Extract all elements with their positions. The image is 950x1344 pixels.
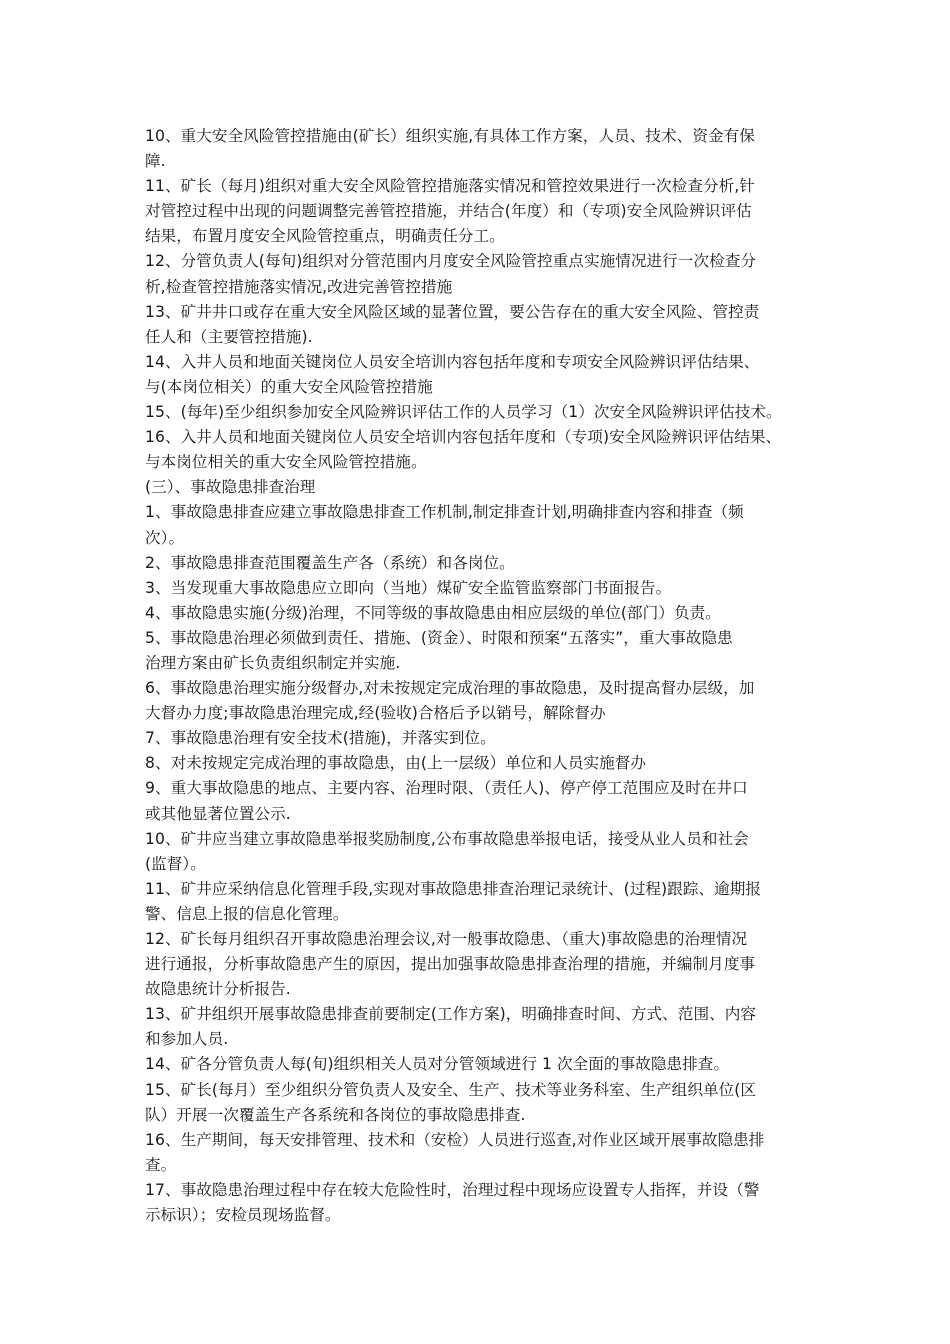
text-line: 和参加人员. bbox=[145, 1030, 229, 1049]
text-line: 2、事故隐患排查范围覆盖生产各（系统）和各岗位。 bbox=[145, 553, 515, 572]
text-line: 10、重大安全风险管控措施由(矿长）组织实施,有具体工作方案，人员、技术、资金有保 bbox=[145, 127, 755, 145]
text-line: 3、当发现重大事故隐患应立即向（当地）煤矿安全监管监察部门书面报告。 bbox=[145, 578, 672, 597]
text-line: 15、(每年)至少组织参加安全风险辨识评估工作的人员学习（1）次安全风险辨识评估技术。 bbox=[145, 403, 782, 422]
text-line: 大督办力度;事故隐患治理完成,经(验收)合格后予以销号，解除督办 bbox=[145, 704, 606, 723]
document-body bbox=[145, 124, 821, 1228]
text-line: 查。 bbox=[145, 1155, 177, 1174]
text-line: 队）开展一次覆盖生产各系统和各岗位的事故隐患排查. bbox=[145, 1105, 526, 1124]
text-line: 8、对未按规定完成治理的事故隐患，由(上一层级）单位和人员实施督办 bbox=[145, 754, 647, 773]
text-line: 次）。 bbox=[145, 528, 185, 547]
text-line: 16、生产期间，每天安排管理、技术和（安检）人员进行巡查,对作业区域开展事故隐患排 bbox=[145, 1130, 765, 1149]
text-line: 12、分管负责人(每旬)组织对分管范围内月度安全风险管控重点实施情况进行一次检查分 bbox=[145, 252, 757, 271]
text-line: 治理方案由矿长负责组织制定并实施. bbox=[145, 653, 401, 672]
text-line: 6、事故隐患治理实施分级督办,对未按规定完成治理的事故隐患，及时提高督办层级，加 bbox=[145, 679, 755, 698]
text-line: 11、矿井应采纳信息化管理手段,实现对事故隐患排查治理记录统计、(过程)跟踪、逾期报 bbox=[145, 879, 762, 898]
text-line: 5、事故隐患治理必须做到责任、措施、(资金）、时限和预案“五落实”，重大事故隐患 bbox=[145, 628, 733, 647]
text-line: 13、矿井组织开展事故隐患排查前要制定(工作方案)，明确排查时间、方式、范围、内容 bbox=[145, 1005, 757, 1024]
text-line: 任人和（主要管控措施). bbox=[145, 327, 313, 346]
text-line: 析,检查管控措施落实情况,改进完善管控措施 bbox=[145, 277, 453, 296]
text-line: 障. bbox=[145, 152, 166, 171]
text-line: 11、矿长（每月)组织对重大安全风险管控措施落实情况和管控效果进行一次检查分析,针 bbox=[145, 177, 755, 196]
text-line: 17、事故隐患治理过程中存在较大危险性时，治理过程中现场应设置专人指挥，并设（警 bbox=[145, 1180, 760, 1199]
text-line: 4、事故隐患实施(分级)治理，不同等级的事故隐患由相应层级的单位(部门）负责。 bbox=[145, 603, 721, 622]
text-line: 7、事故隐患治理有安全技术(措施)，并落实到位。 bbox=[145, 729, 496, 748]
text-line: 1、事故隐患排查应建立事故隐患排查工作机制,制定排查计划,明确排查内容和排查（频 bbox=[145, 503, 744, 522]
text-line: 示标识）；安检员现场监督。 bbox=[145, 1206, 341, 1225]
text-line: 进行通报，分析事故隐患产生的原因，提出加强事故隐患排查治理的措施，并编制月度事 bbox=[145, 955, 756, 974]
text-line: 与(本岗位相关）的重大安全风险管控措施 bbox=[145, 377, 433, 396]
text-line: 9、重大事故隐患的地点、主要内容、治理时限、（责任人)、停产停工范围应及时在井口 bbox=[145, 779, 748, 798]
text-line: 15、矿长(每月）至少组织分管负责人及安全、生产、技术等业务科室、生产组织单位(区 bbox=[145, 1080, 757, 1099]
text-line: 警、信息上报的信息化管理。 bbox=[145, 904, 349, 923]
text-line: (三）、事故隐患排查治理 bbox=[145, 478, 316, 497]
text-line: 故隐患统计分析报告. bbox=[145, 980, 291, 999]
text-line: 与本岗位相关的重大安全风险管控措施。 bbox=[145, 453, 427, 472]
text-line: 16、入井人员和地面关键岗位人员安全培训内容包括年度和（专项)安全风险辨识评估结果、 bbox=[145, 428, 782, 447]
text-line: 对管控过程中出现的问题调整完善管控措施，并结合(年度）和（专项)安全风险辨识评估 bbox=[145, 202, 752, 221]
text-line: 14、矿各分管负责人每(旬)组织相关人员对分管领域进行 1 次全面的事故隐患排查。 bbox=[145, 1055, 730, 1074]
text-line: 或其他显著位置公示. bbox=[145, 804, 291, 823]
text-line: 14、入井人员和地面关键岗位人员安全培训内容包括年度和专项安全风险辨识评估结果、 bbox=[145, 352, 760, 371]
text-line: (监督）。 bbox=[145, 854, 206, 873]
text-line: 13、矿井井口或存在重大安全风险区域的显著位置，要公告存在的重大安全风险、管控责 bbox=[145, 302, 760, 321]
text-line: 12、矿长每月组织召开事故隐患治理会议,对一般事故隐患、（重大)事故隐患的治理情况 bbox=[145, 930, 748, 948]
text-line: 结果，布置月度安全风险管控重点，明确责任分工。 bbox=[145, 227, 505, 246]
text-line: 10、矿井应当建立事故隐患举报奖励制度,公布事故隐患举报电话，接受从业人员和社会 bbox=[145, 829, 749, 848]
